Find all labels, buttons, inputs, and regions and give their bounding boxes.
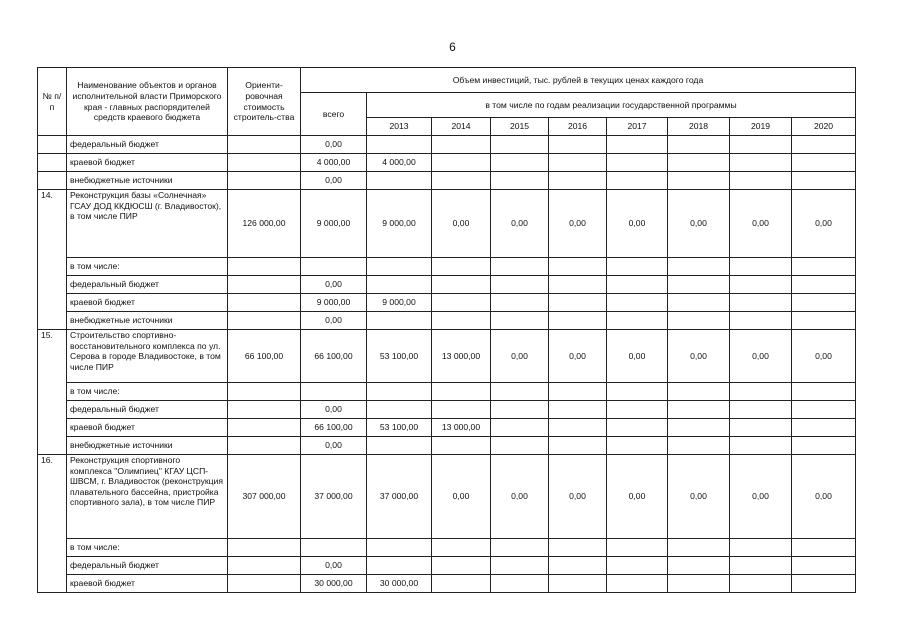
estimated-cost-cell bbox=[228, 294, 301, 312]
year-value-cell bbox=[792, 276, 856, 294]
year-value-cell bbox=[549, 276, 607, 294]
year-value-cell bbox=[549, 401, 607, 419]
year-value-cell bbox=[792, 154, 856, 172]
year-value-cell bbox=[668, 136, 730, 154]
year-value-cell: 4 000,00 bbox=[367, 154, 432, 172]
year-value-cell: 0,00 bbox=[730, 330, 792, 383]
year-value-cell bbox=[607, 539, 668, 557]
total-cell: 0,00 bbox=[301, 401, 367, 419]
year-value-cell bbox=[549, 294, 607, 312]
row-number: 15. bbox=[38, 330, 67, 455]
total-cell: 30 000,00 bbox=[301, 575, 367, 593]
year-value-cell: 0,00 bbox=[668, 330, 730, 383]
header-year: 2016 bbox=[549, 118, 607, 136]
year-value-cell: 0,00 bbox=[607, 455, 668, 539]
year-value-cell bbox=[367, 383, 432, 401]
year-value-cell bbox=[607, 419, 668, 437]
investment-table bbox=[37, 67, 856, 593]
header-number: № п/п bbox=[38, 68, 67, 136]
year-value-cell bbox=[549, 154, 607, 172]
year-value-cell bbox=[491, 539, 549, 557]
header-year: 2017 bbox=[607, 118, 668, 136]
row-number bbox=[38, 172, 67, 190]
row-number: 16. bbox=[38, 455, 67, 593]
year-value-cell bbox=[792, 437, 856, 455]
funding-source-label: в том числе: bbox=[67, 258, 228, 276]
year-value-cell bbox=[792, 383, 856, 401]
funding-source-row bbox=[38, 401, 856, 419]
total-cell: 0,00 bbox=[301, 136, 367, 154]
year-value-cell bbox=[607, 401, 668, 419]
year-value-cell: 30 000,00 bbox=[367, 575, 432, 593]
year-value-cell bbox=[792, 401, 856, 419]
total-cell: 66 100,00 bbox=[301, 330, 367, 383]
year-value-cell bbox=[367, 136, 432, 154]
year-value-cell: 0,00 bbox=[549, 190, 607, 258]
funding-source-label: федеральный бюджет bbox=[67, 276, 228, 294]
total-cell: 0,00 bbox=[301, 437, 367, 455]
year-value-cell bbox=[792, 557, 856, 575]
year-value-cell bbox=[549, 312, 607, 330]
year-value-cell bbox=[549, 437, 607, 455]
total-cell: 66 100,00 bbox=[301, 419, 367, 437]
year-value-cell bbox=[668, 557, 730, 575]
estimated-cost-cell bbox=[228, 276, 301, 294]
year-value-cell: 0,00 bbox=[491, 330, 549, 383]
year-value-cell bbox=[730, 383, 792, 401]
year-value-cell: 53 100,00 bbox=[367, 330, 432, 383]
year-value-cell bbox=[730, 258, 792, 276]
year-value-cell bbox=[730, 437, 792, 455]
year-value-cell bbox=[607, 276, 668, 294]
year-value-cell bbox=[607, 557, 668, 575]
page-number: 6 bbox=[449, 40, 456, 54]
total-cell: 0,00 bbox=[301, 172, 367, 190]
year-value-cell bbox=[549, 172, 607, 190]
total-cell: 9 000,00 bbox=[301, 294, 367, 312]
header-year: 2019 bbox=[730, 118, 792, 136]
year-value-cell: 0,00 bbox=[668, 455, 730, 539]
year-value-cell bbox=[367, 312, 432, 330]
row-number bbox=[38, 154, 67, 172]
funding-source-label: внебюджетные источники bbox=[67, 437, 228, 455]
year-value-cell: 13 000,00 bbox=[432, 330, 491, 383]
funding-source-row bbox=[38, 437, 856, 455]
year-value-cell bbox=[432, 294, 491, 312]
year-value-cell bbox=[432, 172, 491, 190]
year-value-cell bbox=[491, 172, 549, 190]
year-value-cell bbox=[730, 401, 792, 419]
funding-source-label: в том числе: bbox=[67, 539, 228, 557]
year-value-cell: 0,00 bbox=[730, 455, 792, 539]
funding-source-label: в том числе: bbox=[67, 383, 228, 401]
year-value-cell bbox=[491, 154, 549, 172]
year-value-cell bbox=[549, 383, 607, 401]
funding-source-row bbox=[38, 172, 856, 190]
table-body bbox=[38, 136, 856, 593]
year-value-cell bbox=[668, 276, 730, 294]
year-value-cell bbox=[491, 276, 549, 294]
year-value-cell bbox=[607, 312, 668, 330]
year-value-cell bbox=[432, 539, 491, 557]
header-total: всего bbox=[301, 93, 367, 136]
year-value-cell: 0,00 bbox=[491, 190, 549, 258]
estimated-cost-cell bbox=[228, 172, 301, 190]
year-value-cell bbox=[792, 312, 856, 330]
year-value-cell bbox=[549, 575, 607, 593]
year-value-cell bbox=[730, 136, 792, 154]
year-value-cell bbox=[607, 294, 668, 312]
year-value-cell bbox=[491, 419, 549, 437]
year-value-cell bbox=[668, 154, 730, 172]
year-value-cell bbox=[549, 539, 607, 557]
funding-source-row bbox=[38, 383, 856, 401]
year-value-cell bbox=[730, 172, 792, 190]
header-year: 2020 bbox=[792, 118, 856, 136]
funding-source-label: внебюджетные источники bbox=[67, 312, 228, 330]
funding-source-row bbox=[38, 276, 856, 294]
year-value-cell bbox=[668, 258, 730, 276]
funding-source-row bbox=[38, 575, 856, 593]
year-value-cell: 9 000,00 bbox=[367, 294, 432, 312]
year-value-cell bbox=[432, 383, 491, 401]
year-value-cell bbox=[491, 557, 549, 575]
year-value-cell bbox=[792, 419, 856, 437]
header-year: 2018 bbox=[668, 118, 730, 136]
year-value-cell bbox=[432, 276, 491, 294]
year-value-cell bbox=[607, 258, 668, 276]
year-value-cell bbox=[730, 539, 792, 557]
object-row bbox=[38, 455, 856, 539]
year-value-cell bbox=[668, 312, 730, 330]
year-value-cell: 0,00 bbox=[607, 190, 668, 258]
funding-source-label: краевой бюджет bbox=[67, 294, 228, 312]
estimated-cost-cell bbox=[228, 539, 301, 557]
funding-source-label: краевой бюджет bbox=[67, 419, 228, 437]
year-value-cell bbox=[432, 437, 491, 455]
year-value-cell bbox=[491, 258, 549, 276]
year-value-cell bbox=[792, 294, 856, 312]
year-value-cell bbox=[792, 575, 856, 593]
year-value-cell bbox=[432, 401, 491, 419]
estimated-cost-cell bbox=[228, 557, 301, 575]
year-value-cell: 0,00 bbox=[730, 190, 792, 258]
header-years-title: в том числе по годам реализации государственной программы bbox=[367, 93, 856, 118]
row-number bbox=[38, 136, 67, 154]
year-value-cell bbox=[792, 172, 856, 190]
year-value-cell bbox=[668, 539, 730, 557]
header-object-name: Наименование объектов и органов исполнительной власти Приморского края - главных распорядителей средств краевого бюджета bbox=[67, 68, 228, 136]
total-cell: 9 000,00 bbox=[301, 190, 367, 258]
year-value-cell bbox=[668, 383, 730, 401]
year-value-cell bbox=[730, 557, 792, 575]
object-name: Реконструкция базы «Солнечная» ГСАУ ДОД ККДЮСШ (г. Владивосток), в том числе ПИР bbox=[67, 190, 228, 258]
year-value-cell bbox=[491, 437, 549, 455]
year-value-cell bbox=[549, 136, 607, 154]
funding-source-row bbox=[38, 312, 856, 330]
year-value-cell bbox=[432, 575, 491, 593]
total-cell bbox=[301, 258, 367, 276]
year-value-cell: 0,00 bbox=[432, 455, 491, 539]
year-value-cell bbox=[491, 312, 549, 330]
total-cell: 0,00 bbox=[301, 276, 367, 294]
year-value-cell bbox=[491, 401, 549, 419]
year-value-cell bbox=[367, 276, 432, 294]
year-value-cell bbox=[607, 437, 668, 455]
year-value-cell bbox=[432, 154, 491, 172]
year-value-cell bbox=[668, 294, 730, 312]
object-name: Строительство спортивно-восстановительного комплекса по ул. Серова в городе Владивостоке, в том числе ПИР bbox=[67, 330, 228, 383]
header-year: 2015 bbox=[491, 118, 549, 136]
funding-source-label: федеральный бюджет bbox=[67, 136, 228, 154]
year-value-cell: 0,00 bbox=[668, 190, 730, 258]
year-value-cell bbox=[491, 575, 549, 593]
funding-source-row bbox=[38, 294, 856, 312]
year-value-cell: 13 000,00 bbox=[432, 419, 491, 437]
year-value-cell bbox=[730, 419, 792, 437]
year-value-cell: 0,00 bbox=[792, 455, 856, 539]
year-value-cell bbox=[432, 136, 491, 154]
year-value-cell bbox=[491, 136, 549, 154]
funding-source-label: краевой бюджет bbox=[67, 154, 228, 172]
year-value-cell bbox=[367, 539, 432, 557]
year-value-cell bbox=[607, 136, 668, 154]
total-cell bbox=[301, 383, 367, 401]
estimated-cost-cell bbox=[228, 383, 301, 401]
year-value-cell bbox=[367, 557, 432, 575]
funding-source-label: федеральный бюджет bbox=[67, 401, 228, 419]
funding-source-row bbox=[38, 539, 856, 557]
funding-source-row bbox=[38, 557, 856, 575]
year-value-cell bbox=[607, 154, 668, 172]
estimated-cost-cell bbox=[228, 575, 301, 593]
header-investment-volume: Объем инвестиций, тыс. рублей в текущих ценах каждого года bbox=[301, 68, 856, 93]
year-value-cell bbox=[668, 437, 730, 455]
total-cell: 0,00 bbox=[301, 557, 367, 575]
year-value-cell: 9 000,00 bbox=[367, 190, 432, 258]
table-header bbox=[38, 68, 856, 136]
year-value-cell bbox=[792, 539, 856, 557]
year-value-cell bbox=[491, 294, 549, 312]
estimated-cost-cell: 126 000,00 bbox=[228, 190, 301, 258]
total-cell bbox=[301, 539, 367, 557]
estimated-cost-cell bbox=[228, 136, 301, 154]
object-row bbox=[38, 190, 856, 258]
estimated-cost-cell bbox=[228, 312, 301, 330]
estimated-cost-cell bbox=[228, 154, 301, 172]
total-cell: 37 000,00 bbox=[301, 455, 367, 539]
year-value-cell: 0,00 bbox=[549, 330, 607, 383]
object-name: Реконструкция спортивного комплекса "Олимпиец" КГАУ ЦСП-ШВСМ, г. Владивосток (реконструкция плавательного бассейна, пристройка спортивного зала), в том числе ПИР bbox=[67, 455, 228, 539]
total-cell: 4 000,00 bbox=[301, 154, 367, 172]
year-value-cell: 37 000,00 bbox=[367, 455, 432, 539]
funding-source-row bbox=[38, 136, 856, 154]
year-value-cell: 0,00 bbox=[491, 455, 549, 539]
estimated-cost-cell bbox=[228, 258, 301, 276]
year-value-cell bbox=[607, 575, 668, 593]
estimated-cost-cell bbox=[228, 437, 301, 455]
header-year: 2014 bbox=[432, 118, 491, 136]
year-value-cell bbox=[367, 401, 432, 419]
row-number: 14. bbox=[38, 190, 67, 330]
year-value-cell bbox=[730, 276, 792, 294]
funding-source-label: краевой бюджет bbox=[67, 575, 228, 593]
funding-source-label: федеральный бюджет bbox=[67, 557, 228, 575]
funding-source-label: внебюджетные источники bbox=[67, 172, 228, 190]
total-cell: 0,00 bbox=[301, 312, 367, 330]
year-value-cell bbox=[432, 258, 491, 276]
year-value-cell bbox=[668, 419, 730, 437]
year-value-cell bbox=[549, 557, 607, 575]
year-value-cell bbox=[367, 437, 432, 455]
year-value-cell bbox=[607, 383, 668, 401]
funding-source-row bbox=[38, 258, 856, 276]
year-value-cell bbox=[549, 258, 607, 276]
year-value-cell bbox=[668, 172, 730, 190]
year-value-cell: 0,00 bbox=[792, 190, 856, 258]
year-value-cell bbox=[607, 172, 668, 190]
estimated-cost-cell bbox=[228, 419, 301, 437]
year-value-cell bbox=[730, 575, 792, 593]
year-value-cell bbox=[668, 575, 730, 593]
funding-source-row bbox=[38, 419, 856, 437]
year-value-cell bbox=[668, 401, 730, 419]
header-year: 2013 bbox=[367, 118, 432, 136]
year-value-cell bbox=[730, 312, 792, 330]
year-value-cell: 0,00 bbox=[792, 330, 856, 383]
estimated-cost-cell: 307 000,00 bbox=[228, 455, 301, 539]
year-value-cell: 0,00 bbox=[549, 455, 607, 539]
funding-source-row bbox=[38, 154, 856, 172]
estimated-cost-cell bbox=[228, 401, 301, 419]
year-value-cell bbox=[792, 136, 856, 154]
year-value-cell bbox=[491, 383, 549, 401]
year-value-cell bbox=[792, 258, 856, 276]
year-value-cell bbox=[432, 312, 491, 330]
year-value-cell: 53 100,00 bbox=[367, 419, 432, 437]
header-estimated-cost: Ориенти-ровочная стоимость строитель-ства bbox=[228, 68, 301, 136]
year-value-cell bbox=[432, 557, 491, 575]
year-value-cell bbox=[367, 258, 432, 276]
year-value-cell bbox=[730, 294, 792, 312]
estimated-cost-cell: 66 100,00 bbox=[228, 330, 301, 383]
year-value-cell bbox=[549, 419, 607, 437]
year-value-cell bbox=[730, 154, 792, 172]
year-value-cell: 0,00 bbox=[607, 330, 668, 383]
year-value-cell: 0,00 bbox=[432, 190, 491, 258]
object-row bbox=[38, 330, 856, 383]
year-value-cell bbox=[367, 172, 432, 190]
